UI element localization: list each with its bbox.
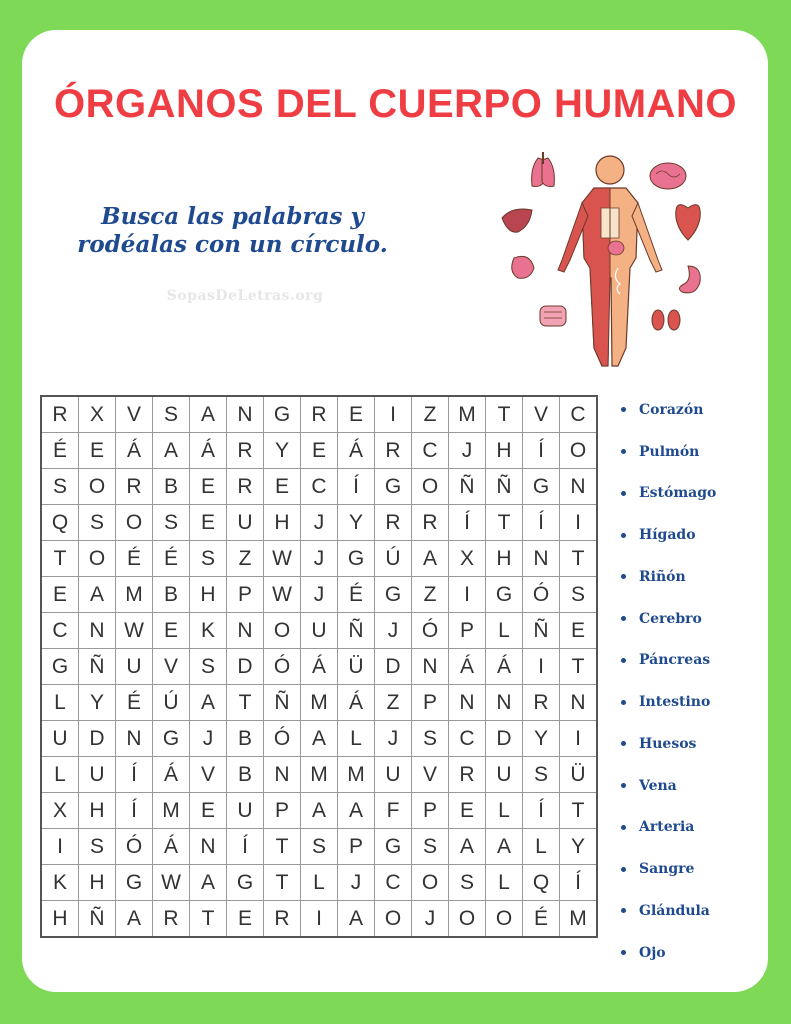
instructions-line-1: Busca las palabras y xyxy=(101,203,364,230)
grid-cell[interactable]: T xyxy=(560,541,598,577)
word-label: Páncreas xyxy=(639,652,711,669)
grid-cell[interactable]: E xyxy=(560,613,598,649)
word-list xyxy=(621,389,716,974)
bullet-icon xyxy=(621,783,626,788)
grid-cell[interactable]: O xyxy=(79,541,116,577)
grid-cell[interactable]: Á xyxy=(190,433,227,469)
grid-cell[interactable]: E xyxy=(264,469,301,505)
grid-cell[interactable]: M xyxy=(153,793,190,829)
grid-row xyxy=(41,757,597,793)
grid-cell[interactable]: Y xyxy=(560,829,598,865)
grid-cell[interactable]: N xyxy=(227,396,264,433)
word-list-item xyxy=(621,598,716,640)
grid-cell[interactable]: O xyxy=(264,613,301,649)
grid-cell[interactable]: D xyxy=(227,649,264,685)
grid-cell[interactable]: N xyxy=(486,685,523,721)
grid-cell[interactable]: R xyxy=(227,433,264,469)
grid-cell[interactable]: N xyxy=(79,613,116,649)
grid-cell[interactable]: P xyxy=(412,685,449,721)
word-list-item xyxy=(621,473,716,515)
instructions xyxy=(60,203,405,259)
grid-cell[interactable]: I xyxy=(301,901,338,938)
grid-row xyxy=(41,829,597,865)
grid-row xyxy=(41,865,597,901)
grid-cell[interactable]: J xyxy=(301,505,338,541)
grid-row xyxy=(41,577,597,613)
grid-row xyxy=(41,396,597,433)
grid-cell[interactable]: D xyxy=(79,721,116,757)
grid-cell[interactable]: A xyxy=(153,433,190,469)
brain-icon xyxy=(650,163,686,189)
grid-cell[interactable]: R xyxy=(264,901,301,938)
grid-cell[interactable]: E xyxy=(153,613,190,649)
grid-cell[interactable]: Ñ xyxy=(338,613,375,649)
grid-cell[interactable]: É xyxy=(523,901,560,938)
grid-cell[interactable]: X xyxy=(79,396,116,433)
grid-cell[interactable]: P xyxy=(338,829,375,865)
grid-cell[interactable]: N xyxy=(523,541,560,577)
grid-cell[interactable]: P xyxy=(227,577,264,613)
bullet-icon xyxy=(621,741,626,746)
grid-row xyxy=(41,901,597,938)
grid-cell[interactable]: R xyxy=(227,469,264,505)
grid-cell[interactable]: E xyxy=(190,469,227,505)
grid-cell[interactable]: N xyxy=(116,721,153,757)
grid-cell[interactable]: C xyxy=(412,433,449,469)
grid-cell[interactable]: N xyxy=(560,685,598,721)
pancreas-icon xyxy=(512,256,534,278)
grid-cell[interactable]: J xyxy=(190,721,227,757)
grid-cell[interactable]: P xyxy=(264,793,301,829)
grid-cell[interactable]: G xyxy=(375,469,412,505)
grid-cell[interactable]: C xyxy=(375,865,412,901)
grid-cell[interactable]: Í xyxy=(449,505,486,541)
grid-cell[interactable]: H xyxy=(486,541,523,577)
grid-cell[interactable]: T xyxy=(264,865,301,901)
grid-cell[interactable]: J xyxy=(375,613,412,649)
grid-cell[interactable]: N xyxy=(449,685,486,721)
kidneys-icon xyxy=(652,310,680,330)
grid-cell[interactable]: Y xyxy=(523,721,560,757)
word-list-item xyxy=(621,514,716,556)
word-search-grid xyxy=(40,395,598,938)
grid-cell[interactable]: D xyxy=(486,721,523,757)
grid-cell[interactable]: A xyxy=(449,829,486,865)
grid-cell[interactable]: E xyxy=(301,433,338,469)
grid-cell[interactable]: N xyxy=(560,469,598,505)
stomach-icon xyxy=(679,266,700,293)
grid-cell[interactable]: F xyxy=(375,793,412,829)
grid-cell[interactable]: S xyxy=(41,469,79,505)
grid-cell[interactable]: Ñ xyxy=(449,469,486,505)
grid-cell[interactable]: R xyxy=(116,469,153,505)
grid-cell[interactable]: X xyxy=(41,793,79,829)
grid-cell[interactable]: Y xyxy=(338,505,375,541)
grid-cell[interactable]: S xyxy=(412,721,449,757)
grid-cell[interactable]: D xyxy=(375,649,412,685)
grid-cell[interactable]: C xyxy=(301,469,338,505)
bullet-icon xyxy=(621,616,626,621)
word-label: Intestino xyxy=(639,694,711,711)
grid-cell[interactable]: L xyxy=(523,829,560,865)
word-list-item xyxy=(621,556,716,598)
grid-cell[interactable]: N xyxy=(227,613,264,649)
word-list-item xyxy=(621,681,716,723)
grid-cell[interactable]: I xyxy=(523,649,560,685)
grid-cell[interactable]: S xyxy=(153,396,190,433)
grid-cell[interactable]: R xyxy=(153,901,190,938)
grid-row xyxy=(41,793,597,829)
grid-cell[interactable]: Ñ xyxy=(79,649,116,685)
grid-row xyxy=(41,505,597,541)
grid-cell[interactable]: U xyxy=(486,757,523,793)
grid-cell[interactable]: A xyxy=(190,685,227,721)
grid-cell[interactable]: J xyxy=(412,901,449,938)
grid-cell[interactable]: V xyxy=(153,649,190,685)
grid-cell[interactable]: H xyxy=(79,865,116,901)
grid-cell[interactable]: R xyxy=(375,433,412,469)
bullet-icon xyxy=(621,950,626,955)
grid-cell[interactable]: Q xyxy=(523,865,560,901)
bullet-icon xyxy=(621,908,626,913)
grid-cell[interactable]: W xyxy=(153,865,190,901)
grid-row xyxy=(41,469,597,505)
grid-cell[interactable]: J xyxy=(338,865,375,901)
grid-cell[interactable]: E xyxy=(190,505,227,541)
grid-cell[interactable]: T xyxy=(41,541,79,577)
grid-cell[interactable]: S xyxy=(190,541,227,577)
grid-cell[interactable]: U xyxy=(301,613,338,649)
grid-cell[interactable]: J xyxy=(449,433,486,469)
grid-cell[interactable]: É xyxy=(41,433,79,469)
grid-row xyxy=(41,649,597,685)
word-label: Hígado xyxy=(639,527,696,544)
grid-cell[interactable]: U xyxy=(375,757,412,793)
grid-cell[interactable]: G xyxy=(523,469,560,505)
grid-cell[interactable]: B xyxy=(153,577,190,613)
grid-cell[interactable]: Ú xyxy=(153,685,190,721)
intestine-icon xyxy=(540,306,566,326)
grid-cell[interactable]: Ü xyxy=(338,649,375,685)
grid-cell[interactable]: O xyxy=(412,865,449,901)
bullet-icon xyxy=(621,449,626,454)
grid-row xyxy=(41,721,597,757)
grid-cell[interactable]: G xyxy=(486,577,523,613)
word-label: Arteria xyxy=(639,819,695,836)
grid-cell[interactable]: Á xyxy=(116,433,153,469)
grid-cell[interactable]: E xyxy=(41,577,79,613)
grid-cell[interactable]: S xyxy=(190,649,227,685)
bullet-icon xyxy=(621,407,626,412)
word-label: Glándula xyxy=(639,902,710,919)
grid-cell[interactable]: O xyxy=(412,469,449,505)
grid-cell[interactable]: E xyxy=(227,901,264,938)
grid-cell[interactable]: J xyxy=(301,541,338,577)
word-label: Ojo xyxy=(639,944,666,961)
grid-cell[interactable]: Í xyxy=(523,505,560,541)
grid-row xyxy=(41,613,597,649)
grid-cell[interactable]: O xyxy=(79,469,116,505)
grid-cell[interactable]: S xyxy=(153,505,190,541)
grid-cell[interactable]: S xyxy=(79,505,116,541)
grid-cell[interactable]: S xyxy=(301,829,338,865)
word-list-item xyxy=(621,389,716,431)
grid-cell[interactable]: A xyxy=(412,541,449,577)
grid-cell[interactable]: Á xyxy=(153,829,190,865)
grid-cell[interactable]: T xyxy=(560,649,598,685)
grid-cell[interactable]: C xyxy=(449,721,486,757)
grid-cell[interactable]: M xyxy=(301,757,338,793)
grid-cell[interactable]: R xyxy=(41,396,79,433)
word-label: Riñón xyxy=(639,568,686,585)
word-label: Corazón xyxy=(639,401,704,418)
grid-cell[interactable]: N xyxy=(190,829,227,865)
grid-cell[interactable]: J xyxy=(375,721,412,757)
grid-cell[interactable]: A xyxy=(301,793,338,829)
grid-cell[interactable]: O xyxy=(449,901,486,938)
grid-cell[interactable]: G xyxy=(116,865,153,901)
word-label: Estómago xyxy=(639,485,717,502)
page-title: ÓRGANOS DEL CUERPO HUMANO xyxy=(54,82,737,126)
grid-cell[interactable]: L xyxy=(486,865,523,901)
grid-cell[interactable]: U xyxy=(79,757,116,793)
human-body-illustration xyxy=(498,148,713,373)
grid-cell[interactable]: L xyxy=(41,757,79,793)
bullet-icon xyxy=(621,574,626,579)
bullet-icon xyxy=(621,700,626,705)
grid-cell[interactable]: N xyxy=(264,757,301,793)
grid-cell[interactable]: Í xyxy=(227,829,264,865)
grid-cell[interactable]: Z xyxy=(227,541,264,577)
grid-cell[interactable]: V xyxy=(412,757,449,793)
grid-cell[interactable]: P xyxy=(412,793,449,829)
grid-cell[interactable]: U xyxy=(227,505,264,541)
grid-cell[interactable]: W xyxy=(116,613,153,649)
grid-cell[interactable]: R xyxy=(375,505,412,541)
grid-cell[interactable]: L xyxy=(486,793,523,829)
grid-cell[interactable]: I xyxy=(449,577,486,613)
grid-cell[interactable]: Á xyxy=(338,685,375,721)
grid-cell[interactable]: S xyxy=(79,829,116,865)
grid-cell[interactable]: H xyxy=(41,901,79,938)
heart-icon xyxy=(676,205,701,240)
grid-cell[interactable]: R xyxy=(523,685,560,721)
grid-cell[interactable]: Y xyxy=(264,433,301,469)
grid-cell[interactable]: Ñ xyxy=(486,469,523,505)
liver-icon xyxy=(502,209,532,232)
grid-cell[interactable]: T xyxy=(190,901,227,938)
grid-cell[interactable]: Ñ xyxy=(79,901,116,938)
grid-cell[interactable]: K xyxy=(41,865,79,901)
grid-cell[interactable]: H xyxy=(79,793,116,829)
grid-cell[interactable]: Ó xyxy=(264,649,301,685)
grid-cell[interactable]: C xyxy=(41,613,79,649)
grid-cell[interactable]: Q xyxy=(41,505,79,541)
bullet-icon xyxy=(621,825,626,830)
grid-cell[interactable]: O xyxy=(375,901,412,938)
word-label: Sangre xyxy=(639,861,695,878)
grid-cell[interactable]: Í xyxy=(116,793,153,829)
grid-cell[interactable]: Í xyxy=(560,865,598,901)
grid-cell[interactable]: Í xyxy=(523,793,560,829)
grid-cell[interactable]: W xyxy=(264,577,301,613)
word-list-item xyxy=(621,848,716,890)
grid-cell[interactable]: G xyxy=(375,829,412,865)
grid-cell[interactable]: Í xyxy=(116,757,153,793)
grid-cell[interactable]: G xyxy=(41,649,79,685)
grid-cell[interactable]: T xyxy=(486,396,523,433)
grid-cell[interactable]: Á xyxy=(338,433,375,469)
word-list-item xyxy=(621,932,716,974)
instructions-line-2: rodéalas con un círculo. xyxy=(77,231,388,258)
grid-cell[interactable]: S xyxy=(412,829,449,865)
grid-cell[interactable]: S xyxy=(449,865,486,901)
grid-cell[interactable]: L xyxy=(486,613,523,649)
grid-cell[interactable]: M xyxy=(449,396,486,433)
grid-cell[interactable]: É xyxy=(116,685,153,721)
grid-cell[interactable]: Z xyxy=(412,577,449,613)
word-list-item xyxy=(621,765,716,807)
grid-cell[interactable]: Z xyxy=(412,396,449,433)
grid-cell[interactable]: O xyxy=(560,433,598,469)
grid-cell[interactable]: Í xyxy=(338,469,375,505)
grid-cell[interactable]: X xyxy=(449,541,486,577)
bullet-icon xyxy=(621,658,626,663)
grid-cell[interactable]: N xyxy=(412,649,449,685)
bullet-icon xyxy=(621,867,626,872)
grid-cell[interactable]: T xyxy=(486,505,523,541)
grid-cell[interactable]: A xyxy=(116,901,153,938)
grid-cell[interactable]: T xyxy=(227,685,264,721)
grid-cell[interactable]: E xyxy=(338,396,375,433)
grid-cell[interactable]: U xyxy=(41,721,79,757)
grid-cell[interactable]: K xyxy=(190,613,227,649)
grid-cell[interactable]: G xyxy=(153,721,190,757)
grid-cell[interactable]: E xyxy=(190,793,227,829)
grid-cell[interactable]: I xyxy=(560,721,598,757)
bullet-icon xyxy=(621,533,626,538)
grid-cell[interactable]: A xyxy=(190,396,227,433)
grid-cell[interactable]: M xyxy=(560,901,598,938)
grid-cell[interactable]: É xyxy=(153,541,190,577)
grid-cell[interactable]: I xyxy=(560,505,598,541)
grid-cell[interactable]: Ó xyxy=(116,829,153,865)
grid-cell[interactable]: L xyxy=(301,865,338,901)
grid-cell[interactable]: V xyxy=(523,396,560,433)
grid-cell[interactable]: R xyxy=(301,396,338,433)
grid-cell[interactable]: L xyxy=(338,721,375,757)
grid-cell[interactable]: A xyxy=(79,577,116,613)
grid-cell[interactable]: O xyxy=(116,505,153,541)
grid-cell[interactable]: W xyxy=(264,541,301,577)
grid-cell[interactable]: Ó xyxy=(412,613,449,649)
grid-cell[interactable]: E xyxy=(79,433,116,469)
watermark: SopasDeLetras.org xyxy=(166,288,324,304)
grid-row xyxy=(41,685,597,721)
grid-cell[interactable]: A xyxy=(190,865,227,901)
grid-cell[interactable]: G xyxy=(264,396,301,433)
word-label: Vena xyxy=(639,777,677,794)
grid-cell[interactable]: M xyxy=(116,577,153,613)
grid-row xyxy=(41,433,597,469)
grid-cell[interactable]: G xyxy=(227,865,264,901)
grid-cell[interactable]: I xyxy=(375,396,412,433)
grid-cell[interactable]: M xyxy=(338,757,375,793)
grid-cell[interactable]: U xyxy=(227,793,264,829)
word-label: Cerebro xyxy=(639,610,702,627)
grid-cell[interactable]: V xyxy=(116,396,153,433)
grid-cell[interactable]: A xyxy=(486,829,523,865)
grid-cell[interactable]: Ó xyxy=(264,721,301,757)
bullet-icon xyxy=(621,491,626,496)
grid-cell[interactable]: É xyxy=(116,541,153,577)
word-list-item xyxy=(621,640,716,682)
grid-cell[interactable]: Z xyxy=(375,685,412,721)
grid-cell[interactable]: J xyxy=(301,577,338,613)
word-label: Huesos xyxy=(639,735,697,752)
grid-cell[interactable]: B xyxy=(153,469,190,505)
grid-cell[interactable]: I xyxy=(41,829,79,865)
grid-cell[interactable]: Ó xyxy=(523,577,560,613)
grid-cell[interactable]: Ñ xyxy=(523,613,560,649)
grid-cell[interactable]: C xyxy=(560,396,598,433)
grid-cell[interactable]: T xyxy=(560,793,598,829)
word-list-item xyxy=(621,431,716,473)
grid-cell[interactable]: B xyxy=(227,721,264,757)
grid-cell[interactable]: Í xyxy=(523,433,560,469)
grid-cell[interactable]: R xyxy=(449,757,486,793)
grid-cell[interactable]: G xyxy=(338,541,375,577)
grid-cell[interactable]: E xyxy=(449,793,486,829)
grid-cell[interactable]: H xyxy=(264,505,301,541)
grid-cell[interactable]: É xyxy=(338,577,375,613)
grid-cell[interactable]: O xyxy=(486,901,523,938)
grid-cell[interactable]: P xyxy=(449,613,486,649)
grid-row xyxy=(41,541,597,577)
grid-cell[interactable]: Y xyxy=(79,685,116,721)
grid-cell[interactable]: A xyxy=(301,721,338,757)
word-list-item xyxy=(621,723,716,765)
lungs-icon xyxy=(532,152,555,187)
grid-cell[interactable]: H xyxy=(486,433,523,469)
grid-cell[interactable]: G xyxy=(375,577,412,613)
grid-cell[interactable]: Á xyxy=(301,649,338,685)
grid-cell[interactable]: U xyxy=(116,649,153,685)
grid-cell[interactable]: S xyxy=(560,577,598,613)
grid-cell[interactable]: Ñ xyxy=(264,685,301,721)
word-list-item xyxy=(621,807,716,849)
grid-cell[interactable]: A xyxy=(338,793,375,829)
grid-cell[interactable]: T xyxy=(264,829,301,865)
grid-cell[interactable]: S xyxy=(523,757,560,793)
grid-cell[interactable]: B xyxy=(227,757,264,793)
human-figure xyxy=(558,156,662,366)
grid-cell[interactable]: Á xyxy=(486,649,523,685)
grid-cell[interactable]: H xyxy=(190,577,227,613)
word-list-item xyxy=(621,890,716,932)
grid-cell[interactable]: Ü xyxy=(560,757,598,793)
word-label: Pulmón xyxy=(639,443,700,460)
grid-cell[interactable]: L xyxy=(41,685,79,721)
grid-cell[interactable]: V xyxy=(190,757,227,793)
grid-cell[interactable]: A xyxy=(338,901,375,938)
grid-cell[interactable]: Ú xyxy=(375,541,412,577)
grid-cell[interactable]: Á xyxy=(449,649,486,685)
grid-cell[interactable]: Á xyxy=(153,757,190,793)
grid-cell[interactable]: M xyxy=(301,685,338,721)
grid-cell[interactable]: R xyxy=(412,505,449,541)
